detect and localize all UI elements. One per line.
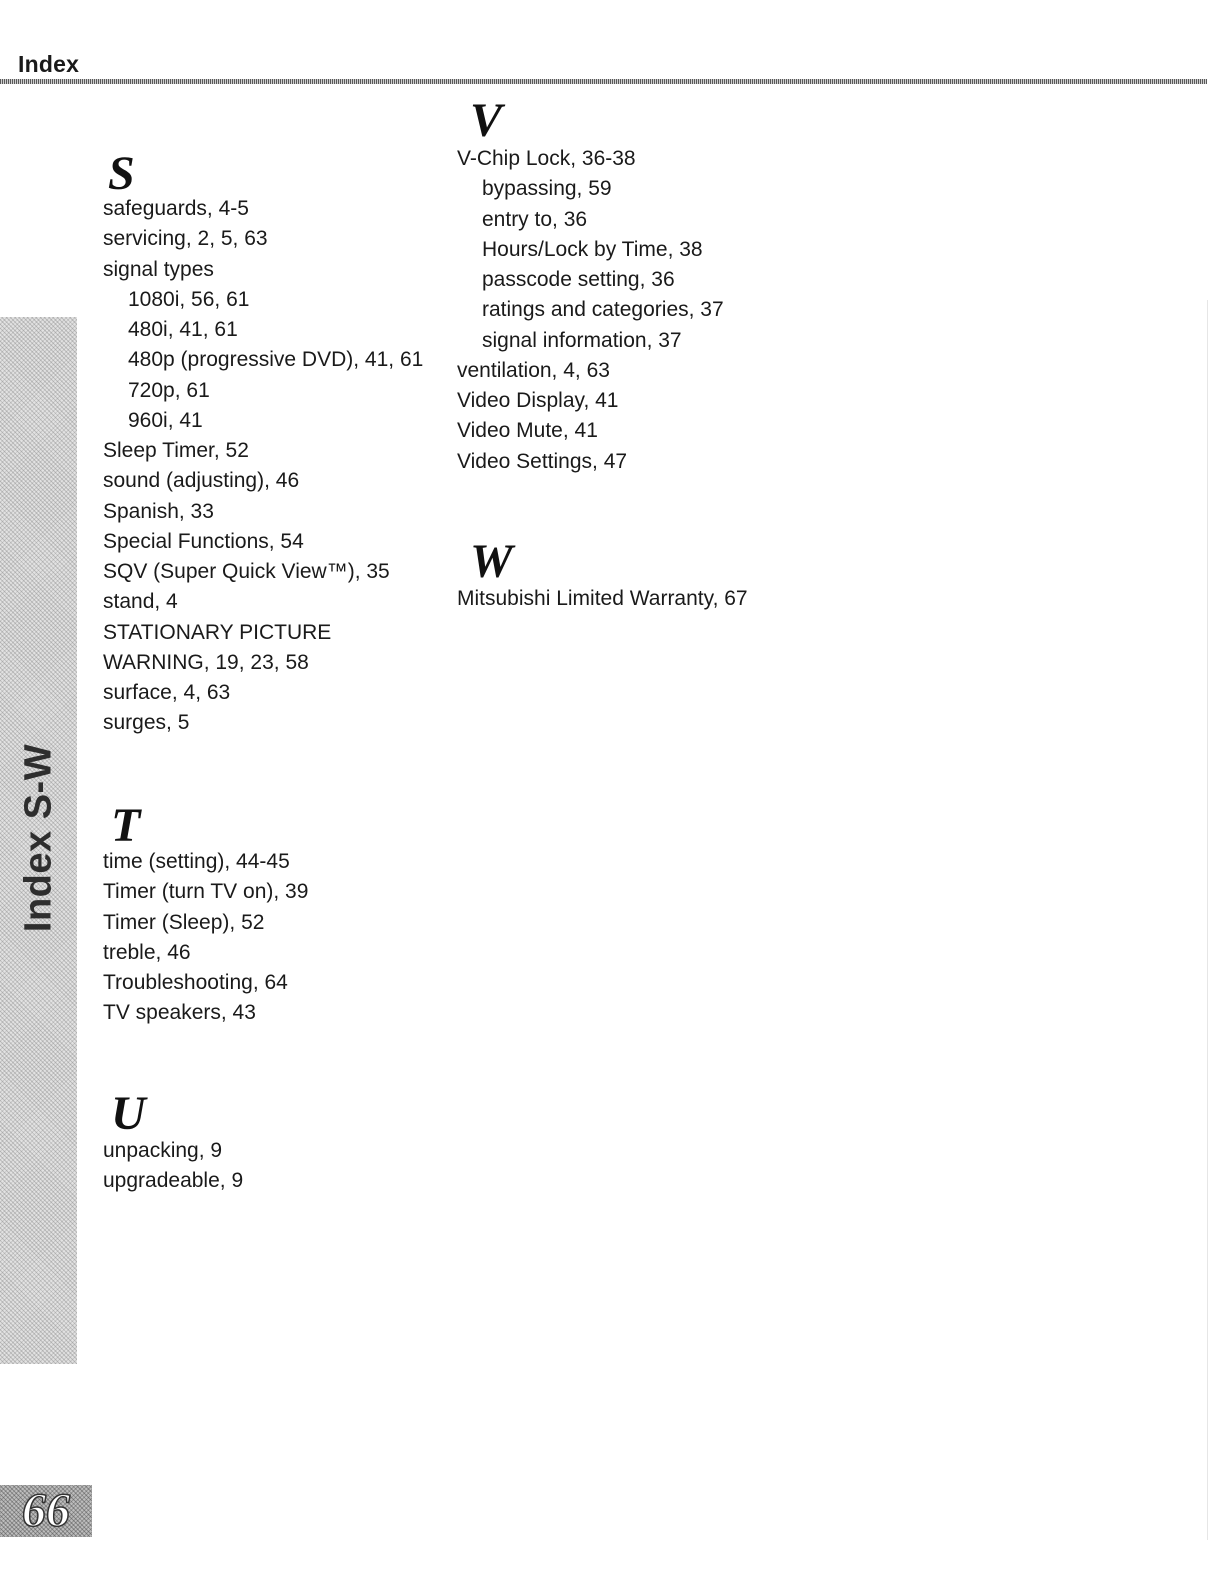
index-entry: Timer (turn TV on), 39 <box>103 880 309 904</box>
index-entry: Video Mute, 41 <box>457 419 598 443</box>
index-subentry: 480i, 41, 61 <box>128 318 238 341</box>
section-letter-u: U <box>111 1087 146 1140</box>
index-entry: stand, 4 <box>103 590 178 614</box>
index-entry: signal types <box>103 257 214 281</box>
section-letter-v: V <box>470 94 503 147</box>
page-header-title: Index <box>18 51 80 77</box>
index-entry: TV speakers, 43 <box>103 1001 256 1025</box>
index-list-s <box>103 194 423 739</box>
index-entry: V-Chip Lock, 36-38 <box>457 147 636 170</box>
section-letter-s: S <box>108 147 135 200</box>
index-subentry: ratings and categories, 37 <box>482 298 724 322</box>
index-entry: STATIONARY PICTURE <box>103 620 332 644</box>
page-number-badge <box>0 1485 92 1537</box>
index-entry: Special Functions, 54 <box>103 529 304 553</box>
index-entry: surges, 5 <box>103 711 190 735</box>
page-edge-line <box>1207 300 1208 1540</box>
header-rule <box>0 79 1207 84</box>
index-entry: treble, 46 <box>103 940 191 964</box>
index-list-u <box>103 1136 243 1197</box>
section-letter-t: T <box>111 799 141 852</box>
index-entry: surface, 4, 63 <box>103 681 231 704</box>
index-entry: Sleep Timer, 52 <box>103 439 249 462</box>
index-subentry: signal information, 37 <box>482 328 682 352</box>
index-subentry: 960i, 41 <box>128 408 203 432</box>
index-list-t <box>103 847 308 1029</box>
index-subentry: 720p, 61 <box>128 378 210 402</box>
index-entry: servicing, 2, 5, 63 <box>103 227 268 251</box>
index-entry: time (setting), 44-45 <box>103 850 290 873</box>
index-entry: Mitsubishi Limited Warranty, 67 <box>457 587 748 610</box>
index-subentry: Hours/Lock by Time, 38 <box>482 237 703 261</box>
index-entry: safeguards, 4-5 <box>103 197 249 220</box>
side-tab-label: Index S-W <box>17 743 60 933</box>
section-letter-w: W <box>470 535 513 588</box>
index-entry: upgradeable, 9 <box>103 1169 244 1193</box>
index-list-w <box>457 584 748 614</box>
index-entry: Spanish, 33 <box>103 499 214 523</box>
index-entry: sound (adjusting), 46 <box>103 469 300 493</box>
index-entry: Troubleshooting, 64 <box>103 971 288 994</box>
index-subentry: 480p (progressive DVD), 41, 61 <box>128 348 424 372</box>
index-entry: Video Display, 41 <box>457 389 619 412</box>
page-number: 66 <box>22 1484 70 1537</box>
index-subentry: entry to, 36 <box>482 207 588 231</box>
index-entry: Video Settings, 47 <box>457 449 628 473</box>
index-entry: WARNING, 19, 23, 58 <box>103 650 309 674</box>
index-subentry: 1080i, 56, 61 <box>128 287 250 311</box>
index-entry: unpacking, 9 <box>103 1139 223 1162</box>
index-entry: Timer (Sleep), 52 <box>103 910 265 934</box>
index-entry: ventilation, 4, 63 <box>457 358 610 382</box>
index-subentry: bypassing, 59 <box>482 177 612 201</box>
index-list-v <box>457 144 724 477</box>
index-subentry: passcode setting, 36 <box>482 268 675 291</box>
index-entry: SQV (Super Quick View™), 35 <box>103 560 390 583</box>
